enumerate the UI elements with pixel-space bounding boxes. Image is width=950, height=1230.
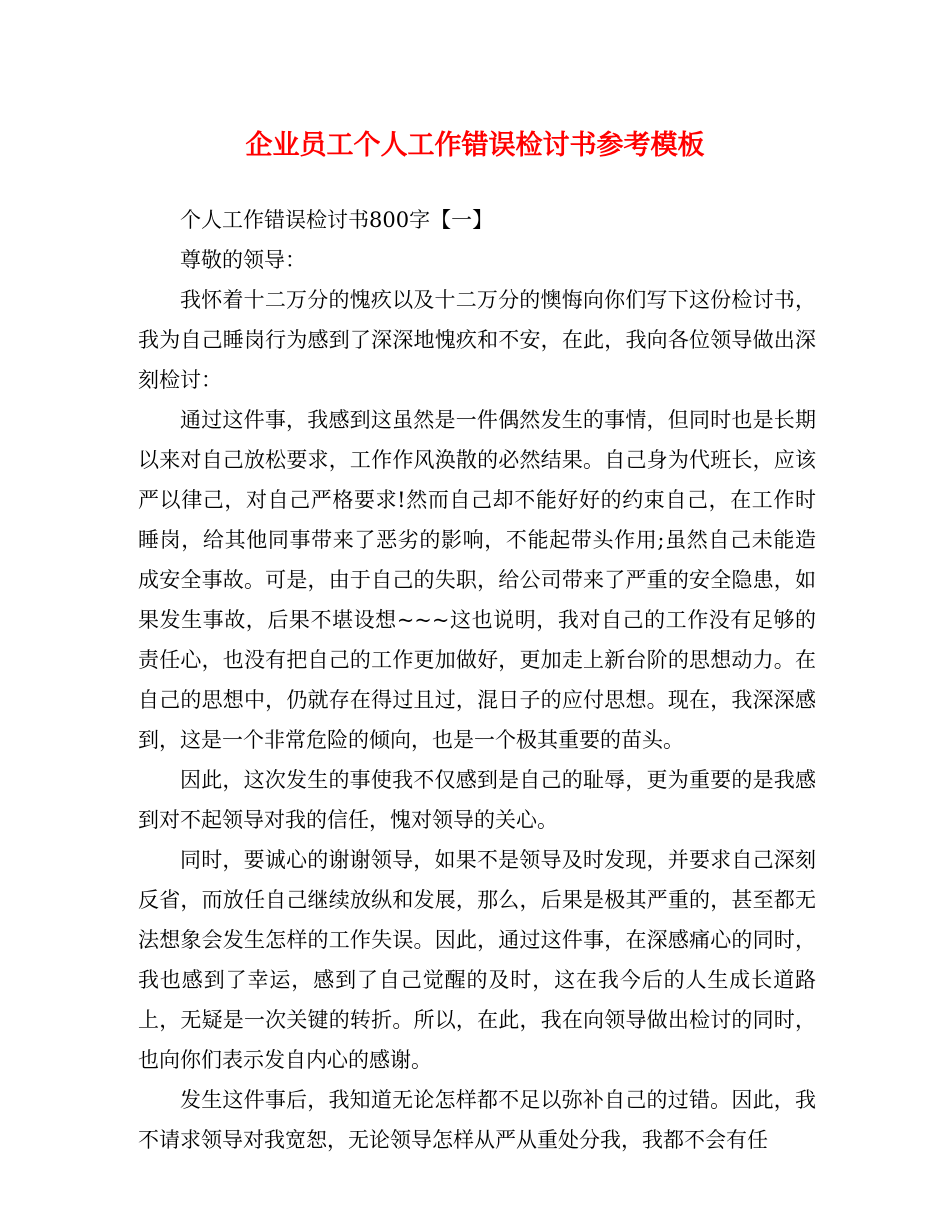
- body-paragraph: 我怀着十二万分的愧疚以及十二万分的懊悔向你们写下这份检讨书，我为自己睡岗行为感到了深深地愧疚和不安，在此，我向各位领导做出深刻检讨：: [138, 288, 816, 392]
- document-title: 企业员工个人工作错误检讨书参考模板: [245, 130, 705, 161]
- body-paragraph: 发生这件事后，我知道无论怎样都不足以弥补自己的过错。因此，我不请求领导对我宽恕，无论领导怎样从严从重处分我，我都不会有任: [138, 1088, 816, 1152]
- body-paragraph: 同时，要诚心的谢谢领导，如果不是领导及时发现，并要求自己深刻反省，而放任自己继续放纵和发展，那么，后果是极其严重的，甚至都无法想象会发生怎样的工作失误。因此，通过这件事，在深感痛心的同时，我也感到了幸运，感到了自己觉醒的及时，这在我今后的人生成长道路上，无疑是一次关键的转折。所以，在此，我在向领导做出检讨的同时，也向你们表示发自内心的感谢。: [138, 848, 816, 1072]
- body-paragraph: 因此，这次发生的事使我不仅感到是自己的耻辱，更为重要的是我感到对不起领导对我的信任，愧对领导的关心。: [138, 768, 816, 832]
- section-heading: 个人工作错误检讨书800字【一】: [180, 208, 494, 232]
- salutation: 尊敬的领导：: [180, 248, 306, 272]
- body-paragraph: 通过这件事，我感到这虽然是一件偶然发生的事情，但同时也是长期以来对自己放松要求，工作作风涣散的必然结果。自己身为代班长，应该严以律己，对自己严格要求!然而自己却不能好好的约束自己，在工作时睡岗，给其他同事带来了恶劣的影响，不能起带头作用;虽然自己未能造成安全事故。可是，由于自己的失职，给公司带来了严重的安全隐患，如果发生事故，后果不堪设想~~~这也说明，我对自己的工作没有足够的责任心，也没有把自己的工作更加做好，更加走上新台阶的思想动力。在自己的思想中，仍就存在得过且过，混日子的应付思想。现在，我深深感到，这是一个非常危险的倾向，也是一个极其重要的苗头。: [138, 408, 816, 752]
- document-body: [138, 200, 816, 1160]
